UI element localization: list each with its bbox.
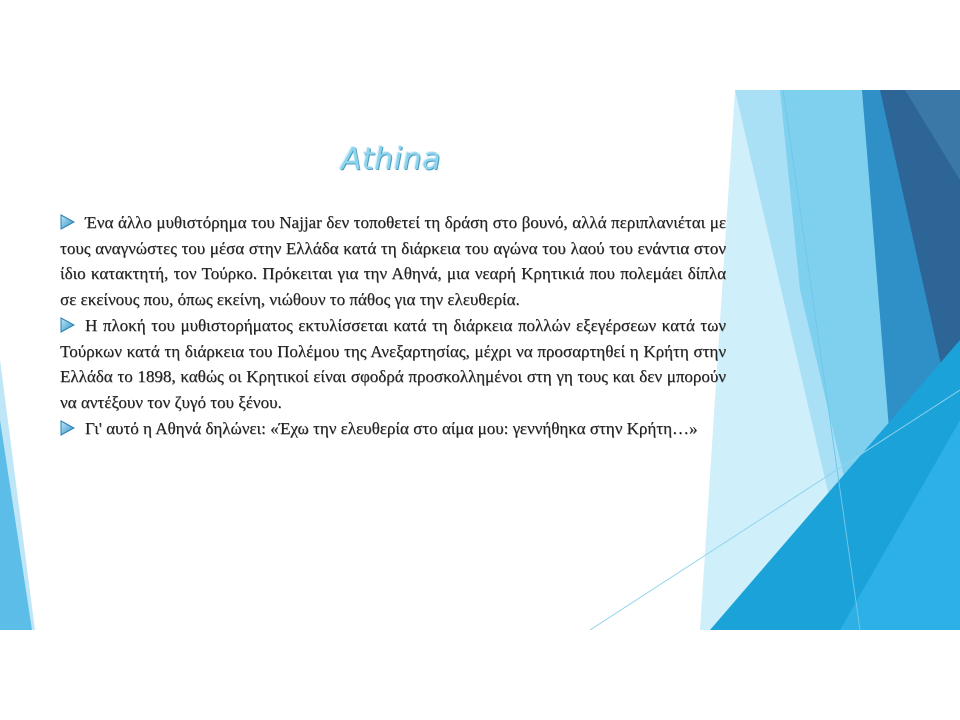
slide-body: [60, 210, 726, 441]
bullet-text-3: Γι' αυτό η Αθηνά δηλώνει: «Έχω την ελευθερία στο αίμα μου: γεννήθηκα στην Κρήτη…»: [85, 418, 698, 438]
triangle-bullet-icon: [60, 420, 75, 436]
bullet-paragraph-1: [60, 210, 726, 313]
triangle-bullet-icon: [60, 317, 75, 333]
triangle-bullet-icon: [60, 214, 75, 230]
bullet-paragraph-2: [60, 313, 726, 416]
bullet-text-1: Ένα άλλο μυθιστόρημα του Najjar δεν τοποθετεί τη δράση στο βουνό, αλλά περιπλανιέται με τους αναγνώστες του μέσα στην Ελλάδα κατά τη διάρκεια του αγώνα του λαού του ενάντια στον ίδιο κατακτητή, τον Τούρκο. Πρόκειται για την Αθηνά, μια νεαρή Κρητικιά που πολεμάει δίπλα σε εκείνους που, όπως εκείνη, νιώθουν το πάθος για την ελευθερία.: [60, 213, 726, 310]
bullet-paragraph-3: [60, 416, 726, 442]
bullet-text-2: Η πλοκή του μυθιστορήματος εκτυλίσσεται κατά τη διάρκεια πολλών εξεγέρσεων κατά των Τούρκων κατά τη διάρκεια του Πολέμου της Ανεξαρτησίας, μέχρι να προσαρτηθεί η Κρήτη στην Ελλάδα το 1898, καθώς οι Κρητικοί είναι σφοδρά προσκολλημένοι στη γη τους και δεν μπορούν να αντέξουν τον ζυγό του ξένου.: [60, 315, 726, 412]
slide-title: Athina: [340, 142, 442, 177]
slide: [0, 90, 960, 630]
